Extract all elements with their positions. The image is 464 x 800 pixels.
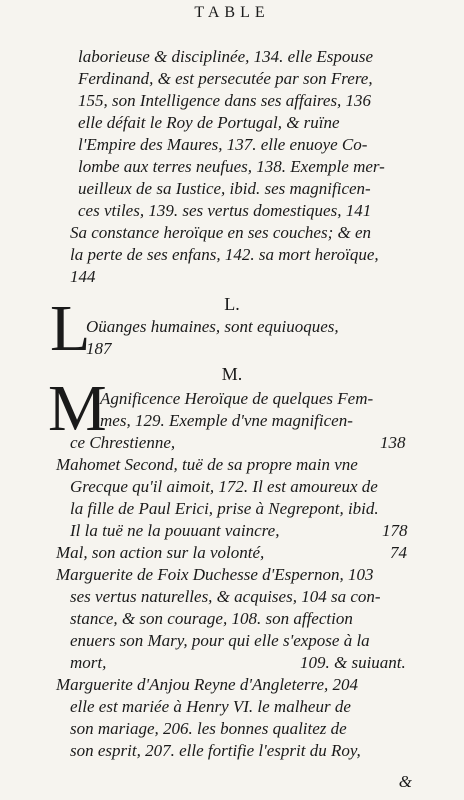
index-line: la fille de Paul Erici, prise à Negrepont, ibid. — [70, 499, 379, 518]
index-line: Mahomet Second, tuë de sa propre main vne — [56, 455, 358, 474]
index-line: laborieuse & disciplinée, 134. elle Espouse — [78, 47, 374, 66]
index-line-page: 109. & suiuant. — [300, 653, 406, 672]
index-line: Oüanges humaines, sont equiuoques, — [86, 317, 339, 336]
index-line: 144 — [70, 267, 96, 286]
index-line: Sa constance heroïque en ses couches; & en — [70, 223, 372, 242]
index-line: la perte de ses enfans, 142. sa mort heroïque, — [70, 245, 379, 264]
index-line: lombe aux terres neufues, 138. Exemple mer- — [78, 157, 385, 176]
index-line: elle défait le Roy de Portugal, & ruïne — [78, 113, 340, 132]
index-line: l'Empire des Maures, 137. elle enuoye Co- — [78, 135, 368, 154]
index-line: enuers son Mary, pour qui elle s'expose à la — [70, 631, 370, 650]
dropcap-m: M — [48, 372, 107, 445]
index-line-page: 178 — [382, 521, 408, 540]
index-line: son mariage, 206. les bonnes qualitez de — [70, 719, 347, 738]
index-line: 155, son Intelligence dans ses affaires, 136 — [78, 91, 372, 110]
index-line: ce Chrestienne, — [70, 433, 176, 452]
index-line: ueilleux de sa Iustice, ibid. ses magnificen- — [78, 179, 371, 198]
section-letter-m: M. — [221, 364, 243, 384]
index-line: Il la tuë ne la pouuant vaincre, — [70, 521, 280, 540]
index-line: Mal, son action sur la volonté, — [56, 543, 265, 562]
index-line: Grecque qu'il aimoit, 172. Il est amoureux de — [70, 477, 378, 496]
index-line-page: 138 — [380, 433, 406, 452]
index-line: ces vtiles, 139. ses vertus domestiques, 141 — [78, 201, 372, 220]
index-line: stance, & son courage, 108. son affection — [70, 609, 353, 628]
index-line: ses vertus naturelles, & acquises, 104 sa con- — [70, 587, 381, 606]
index-line: mes, 129. Exemple d'vne magnificen- — [100, 411, 353, 430]
dropcap-l: L — [50, 292, 91, 365]
running-head: TABLE — [194, 4, 270, 21]
index-line: 187 — [86, 339, 112, 358]
index-line: Ferdinand, & est persecutée par son Frere, — [78, 69, 373, 88]
index-line: Marguerite d'Anjou Reyne d'Angleterre, 204 — [56, 675, 359, 694]
index-line: Marguerite de Foix Duchesse d'Espernon, 103 — [56, 565, 374, 584]
index-line: son esprit, 207. elle fortifie l'esprit du Roy, — [70, 741, 361, 760]
index-line: elle est mariée à Henry VI. le malheur de — [70, 697, 351, 716]
index-line: Agnificence Heroïque de quelques Fem- — [100, 389, 374, 408]
section-letter-l: L. — [224, 294, 240, 314]
index-line: mort, — [70, 653, 107, 672]
index-line-page: 74 — [390, 543, 407, 562]
catchword: & — [398, 772, 412, 791]
